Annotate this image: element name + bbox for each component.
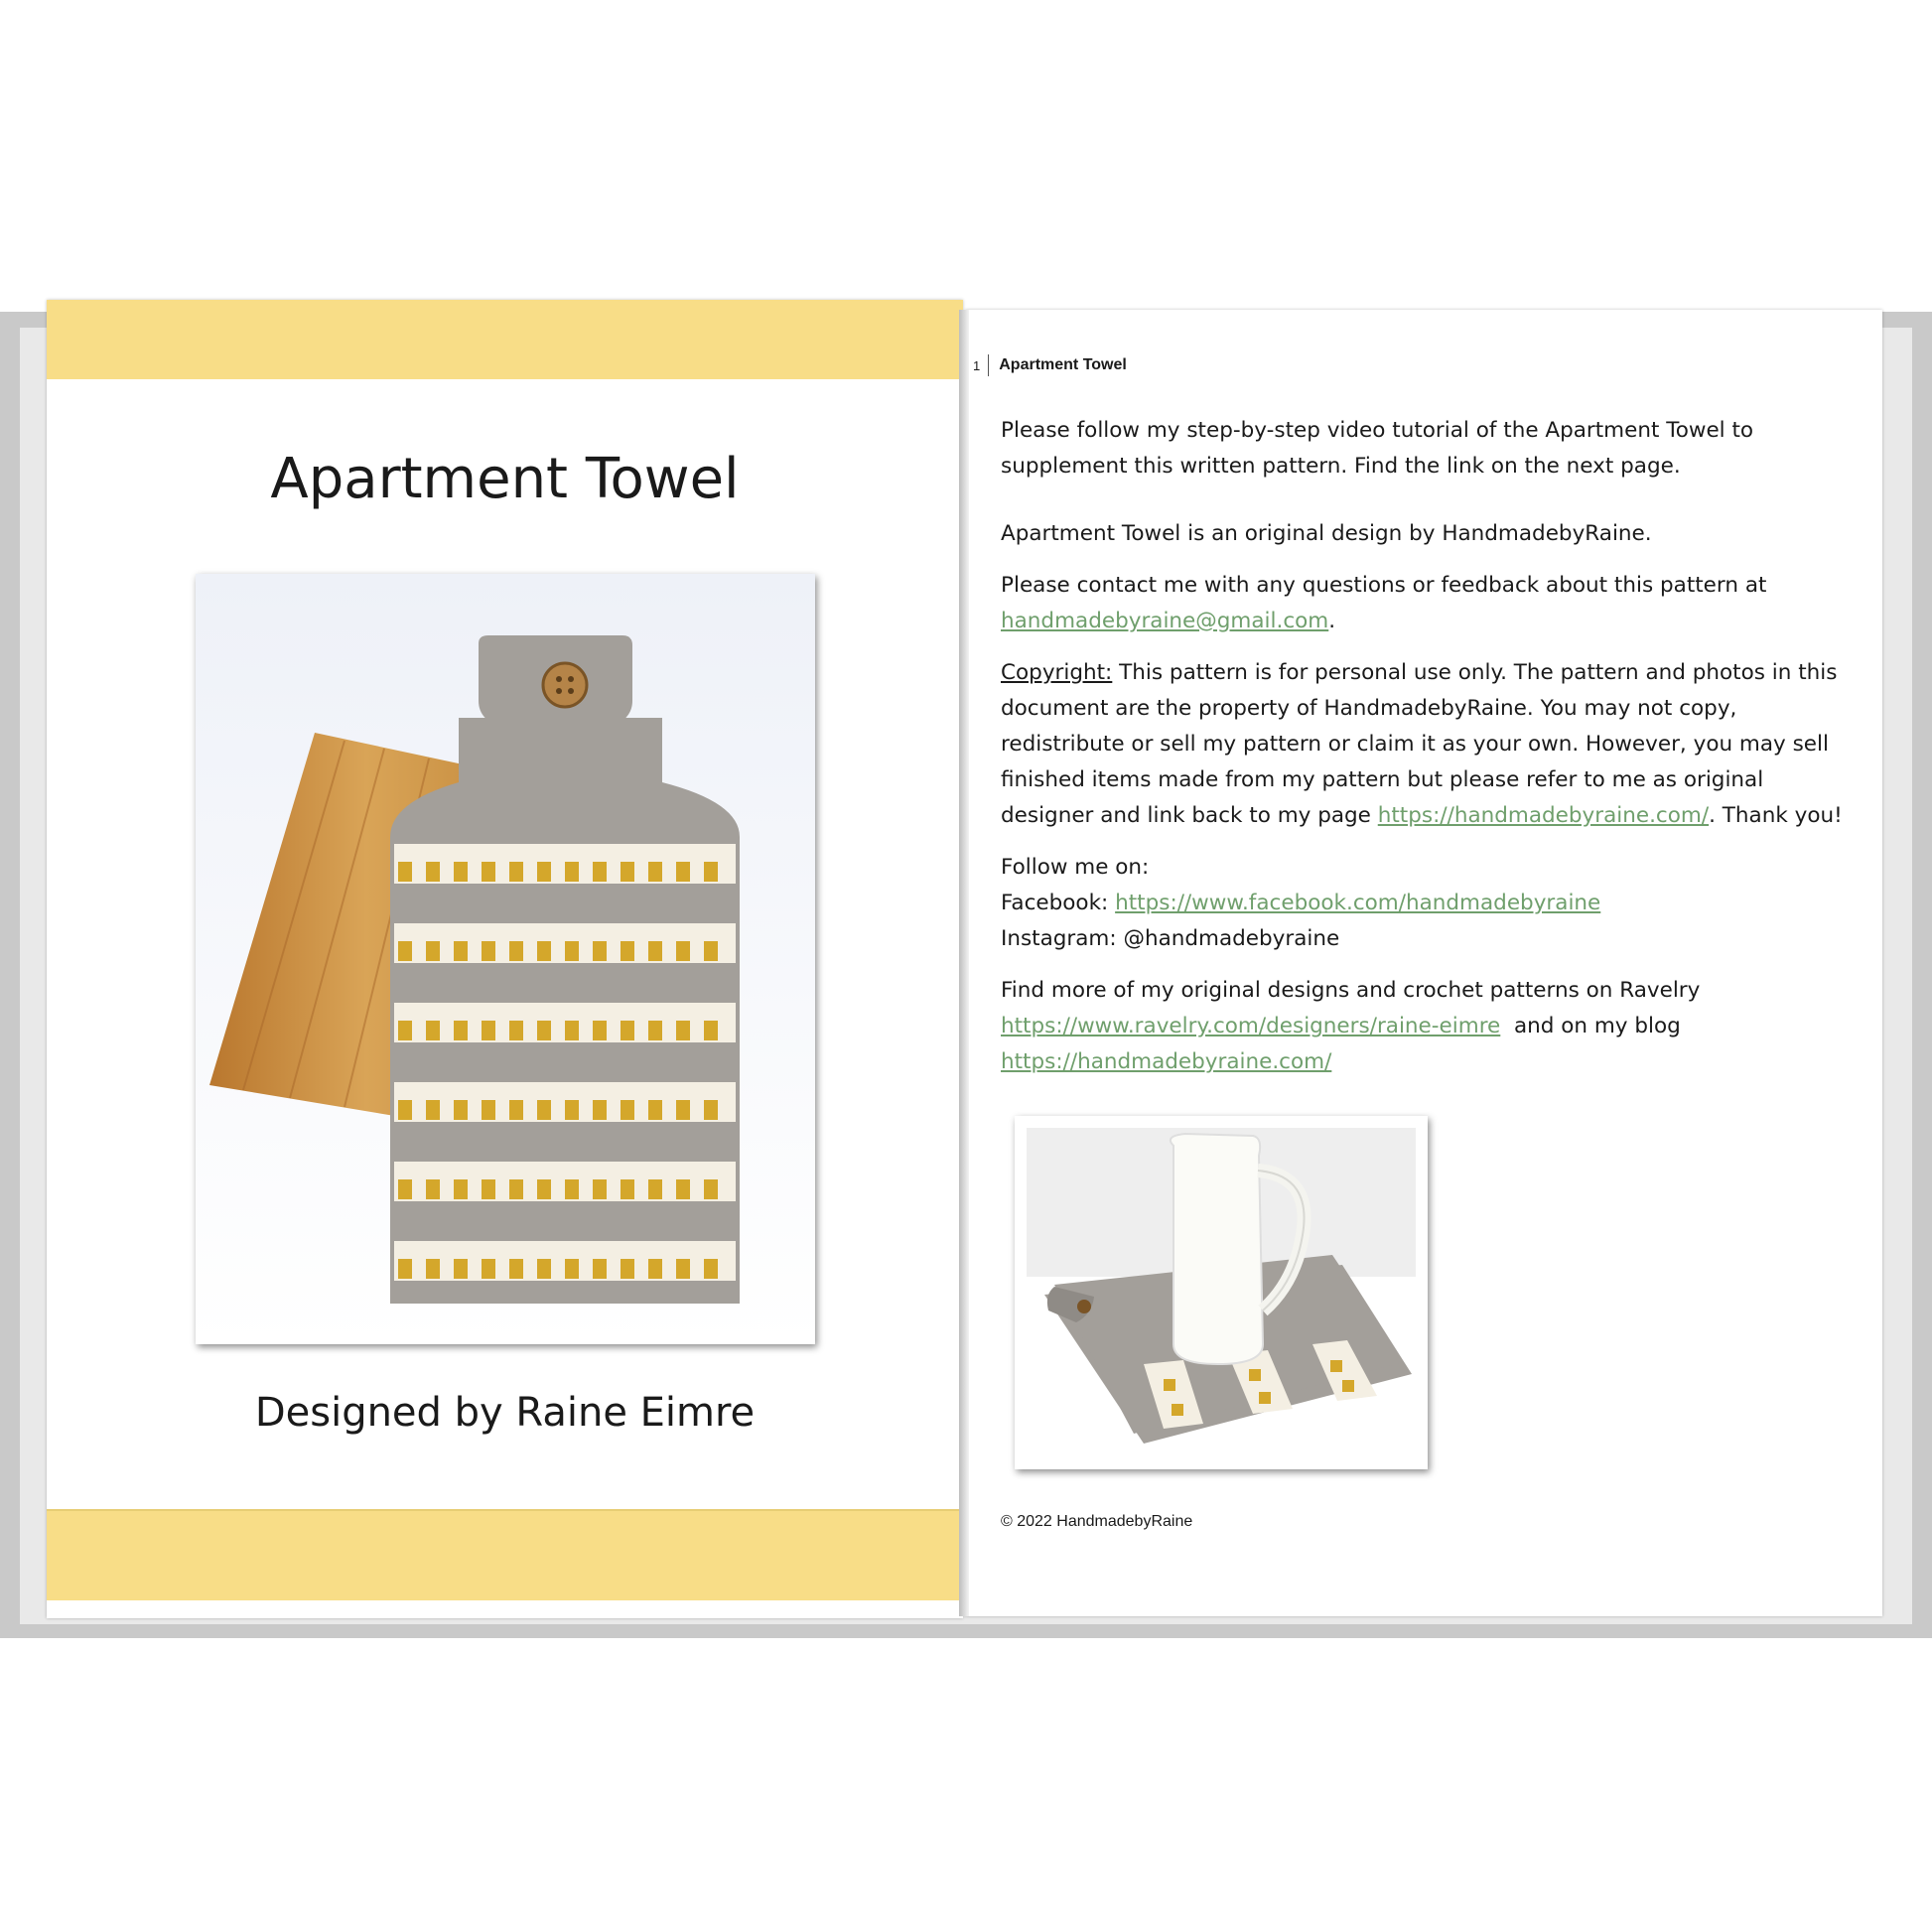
page-header [973, 353, 1127, 377]
blog-text: and on my blog [1500, 1014, 1681, 1038]
top-yellow-band [47, 300, 963, 379]
instagram-text: Instagram: @handmadebyraine [1001, 926, 1340, 951]
pitcher-towel-photo [1015, 1116, 1428, 1469]
contact-end: . [1328, 609, 1336, 633]
book-gutter [959, 310, 969, 1616]
pitcher [1171, 1134, 1263, 1364]
cover-subtitle: Designed by Raine Eimre [254, 1390, 756, 1436]
intro-paragraph: Please follow my step-by-step video tutorial of the Apartment Towel to supplement this written pattern. Find the link on the next page. [1001, 418, 1754, 479]
original-design-paragraph: Apartment Towel is an original design by HandmadebyRaine. [1001, 521, 1652, 546]
copyright-end: . Thank you! [1709, 803, 1843, 828]
left-page [47, 300, 963, 1618]
footer-copyright: © 2022 HandmadebyRaine [1001, 1513, 1193, 1530]
find-more-text: Find more of my original designs and crochet patterns on Ravelry [1001, 978, 1701, 1003]
copyright-text: This pattern is for personal use only. The pattern and photos in this document are the property of HandmadebyRaine. You may not copy, redistribute or sell my pattern or claim it as your own. However, you may sell finished items made from my pattern but please refer to me as original designer and link back to my page [1001, 660, 1838, 828]
bottom-yellow-band [47, 1509, 963, 1600]
pitcher-illustration [1015, 1116, 1428, 1469]
follow-label: Follow me on: [1001, 855, 1150, 880]
button-icon [1077, 1300, 1091, 1313]
button-icon [543, 663, 587, 707]
towel-illustration [196, 574, 815, 1344]
website-link[interactable]: https://handmadebyraine.com/ [1377, 803, 1710, 828]
copyright-paragraph [1001, 655, 1855, 834]
follow-paragraph [1001, 850, 1855, 957]
page-body [1001, 413, 1855, 1096]
email-link[interactable]: handmadebyraine@gmail.com [1001, 609, 1329, 633]
contact-text: Please contact me with any questions or feedback about this pattern at [1001, 573, 1767, 598]
header-title: Apartment Towel [999, 356, 1127, 373]
cover-towel-photo [196, 574, 815, 1344]
cover-title: Apartment Towel [270, 447, 740, 511]
page-number: 1 [973, 357, 981, 373]
copyright-label: Copyright: [1001, 660, 1113, 685]
header-divider [988, 354, 989, 376]
ravelry-link[interactable]: https://www.ravelry.com/designers/raine-eimre [1001, 1014, 1501, 1038]
facebook-link[interactable]: https://www.facebook.com/handmadebyraine [1115, 891, 1601, 915]
find-more-paragraph [1001, 973, 1855, 1080]
contact-paragraph [1001, 568, 1855, 639]
facebook-label: Facebook: [1001, 891, 1116, 915]
blog-link[interactable]: https://handmadebyraine.com/ [1001, 1049, 1332, 1074]
